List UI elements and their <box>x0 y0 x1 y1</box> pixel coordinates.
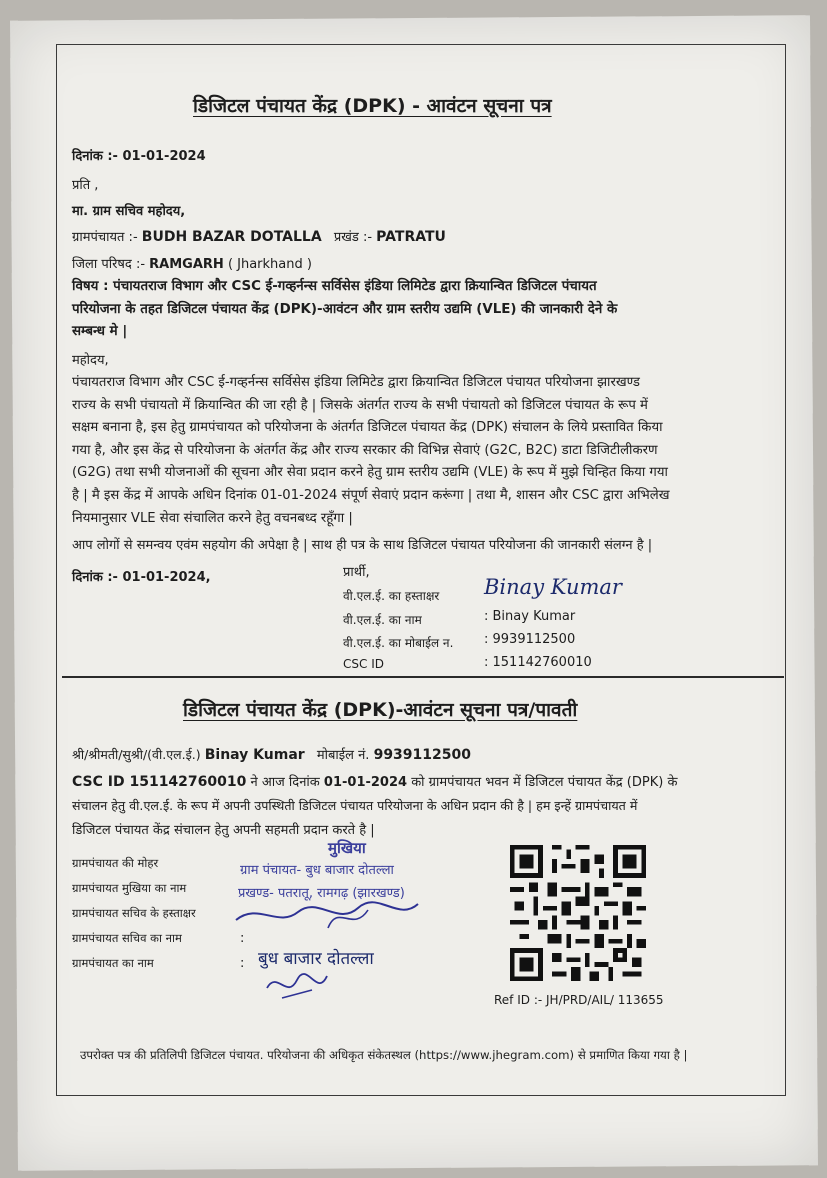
addressee-text: मा. ग्राम सचिव महोदय, <box>72 204 186 219</box>
district-line <box>72 254 312 272</box>
footer-note: उपरोक्त पत्र की प्रतिलिपी डिजिटल पंचायत. परियोजना की अधिकृत संकेतस्थल (https://www.jhegram.com) से प्रमाणित किया गया है | <box>80 1048 688 1062</box>
gp-seal-label: ग्रामपंचायत की मोहर <box>72 856 159 870</box>
letter-date: दिनांक :- 01-01-2024 <box>72 149 206 164</box>
subject-paragraph: विषय : पंचायतराज विभाग और CSC ई-गव्हर्नन्स सर्विसेस इंडिया लिमिटेड द्वारा क्रियान्वित डिजिटल पंचायत परियोजना के तहत डिजिटल पंचायत केंद्र (DPK)-आवंटन और ग्राम स्तरीय उद्यमि (VLE) की जानकारी देने के सम्बन्ध मे | <box>72 279 618 340</box>
receipt-csc-id: CSC ID 151142760010 <box>72 774 247 790</box>
district-state: ( Jharkhand ) <box>227 257 312 272</box>
receipt-line2-tail: को ग्रामपंचायत भवन में डिजिटल पंचायत केंद्र (DPK) के <box>411 775 678 790</box>
vle-signature: Binay Kumar <box>484 575 622 599</box>
receipt-mobile: 9939112500 <box>373 747 471 763</box>
receipt-line2 <box>72 772 677 790</box>
receipt-line1 <box>72 745 471 763</box>
vle-signature-label: वी.एल.ई. का हस्ताक्षर <box>343 589 440 603</box>
stamp-gram-panchayat: ग्राम पंचायत- बुध बाजार दोतल्ला <box>240 863 394 878</box>
cooperation-text: आप लोगों से समन्वय एवंम सहयोग की अपेक्षा है | साथ ही पत्र के साथ डिजिटल पंचायत परियोजना की जानकारी संलग्न है | <box>72 538 653 553</box>
csc-id-value: : 151142760010 <box>484 655 592 670</box>
block-value: PATRATU <box>376 229 446 245</box>
prati-text: प्रति , <box>72 178 99 193</box>
section-divider <box>62 676 784 678</box>
vle-name-label: वी.एल.ई. का नाम <box>343 613 422 627</box>
sachiv-signature <box>228 898 428 938</box>
salutation-text: महोदय, <box>72 353 109 368</box>
honorific-prefix: श्री/श्रीमती/सुश्री/(वी.एल.ई.) <box>72 747 201 762</box>
qr-code <box>510 845 646 981</box>
body-paragraph: पंचायतराज विभाग और CSC ई-गव्हर्नन्स सर्विसेस इंडिया लिमिटेड द्वारा क्रियान्वित डिजिटल पंचायत परियोजना झारखण्ड राज्य के सभी पंचायतो में क्रियान्वित की जा रही है | जिसके अंतर्गत राज्य के सभी पंचायतो को डिजिटल पंचायत के रूप में सक्षम बनाना है, इस हेतु ग्रामपंचायत को परियोजना के अंतर्गत डिजिटल पंचायत केंद्र (DPK) संचालन के लिये प्रस्तावित किया गया है, और इस केंद्र से परियोजना के अंतर्गत केंद्र और राज्य सरकार की विभिन्न सेवाएं (G2C, B2C) डाटा डिजिटीलीकरण (G2G) तथा सभी योजनाओं की सूचना और सेवा प्रदान करने हेतु ग्राम स्तरीय उद्यमि (VLE) के रूप में मुझे चिन्हित किया गया है | मै इस केंद्र में आपके अधिन दिनांक 01-01-2024 संपूर्ण सेवाएं प्रदान करूंगा | तथा मै, शासन और CSC द्वारा अभिलेख नियमानुसार VLE सेवा संचालित करने हेतु वचनबध्द रहूँगा | <box>72 375 670 526</box>
receipt-mobile-label: मोबाईल नं. <box>316 748 370 763</box>
district-value: RAMGARH <box>149 257 224 272</box>
vle-mobile-label: वी.एल.ई. का मोबाईल न. <box>343 636 454 650</box>
vle-name-value: : Binay Kumar <box>484 609 576 624</box>
handwritten-gp-name: बुध बाजार दोतल्ला <box>258 949 374 969</box>
letter-title: डिजिटल पंचायत केंद्र (DPK) - आवंटन सूचना पत्र <box>193 95 552 117</box>
sachiv-signature-label: ग्रामपंचायत सचिव के हस्ताक्षर <box>72 906 196 920</box>
receipt-vle-name: Binay Kumar <box>204 747 305 763</box>
gp-name-colon: : <box>240 956 245 971</box>
receipt-line4: डिजिटल पंचायत केंद्र संचालन हेतु अपनी सहमती प्रदान करते है | <box>72 823 375 838</box>
receipt-line3: संचालन हेतु वी.एल.ई. के रूप में अपनी उपस्थिती डिजिटल पंचायत परियोजना के अधिन प्रदान की है | हम इन्हें ग्रामपंचायत में <box>72 798 638 813</box>
stamp-block: प्रखण्ड- पतरातू, रामगढ़ (झारखण्ड) <box>238 886 405 901</box>
csc-id-label: CSC ID <box>343 657 384 671</box>
sachiv-name-label: ग्रामपंचायत सचिव का नाम <box>72 931 182 945</box>
block-label: प्रखंड :- <box>333 230 373 245</box>
applicant-text: प्रार्थी, <box>343 565 370 580</box>
stamp-mukhiya: मुखिया <box>328 839 366 857</box>
receipt-date: 01-01-2024 <box>323 775 408 790</box>
district-label: जिला परिषद :- <box>72 257 146 272</box>
mukhiya-name-label: ग्रामपंचायत मुखिया का नाम <box>72 881 187 895</box>
receipt-title: डिजिटल पंचायत केंद्र (DPK)-आवंटन सूचना पत्र/पावती <box>183 699 578 721</box>
gram-panchayat-line <box>72 227 446 245</box>
footer-date: दिनांक :- 01-01-2024, <box>72 570 211 585</box>
sachiv-name-colon: : <box>240 931 245 946</box>
mukhiya-signature <box>262 968 332 1004</box>
reference-id: Ref ID :- JH/PRD/AIL/ 113655 <box>494 993 664 1007</box>
gp-name-label: ग्रामपंचायत का नाम <box>72 956 154 970</box>
receipt-line2-rest: ने आज दिनांक <box>250 775 320 790</box>
gp-label: ग्रामपंचायत :- <box>72 230 138 245</box>
vle-mobile-value: : 9939112500 <box>484 632 576 647</box>
gp-value: BUDH BAZAR DOTALLA <box>141 229 322 245</box>
